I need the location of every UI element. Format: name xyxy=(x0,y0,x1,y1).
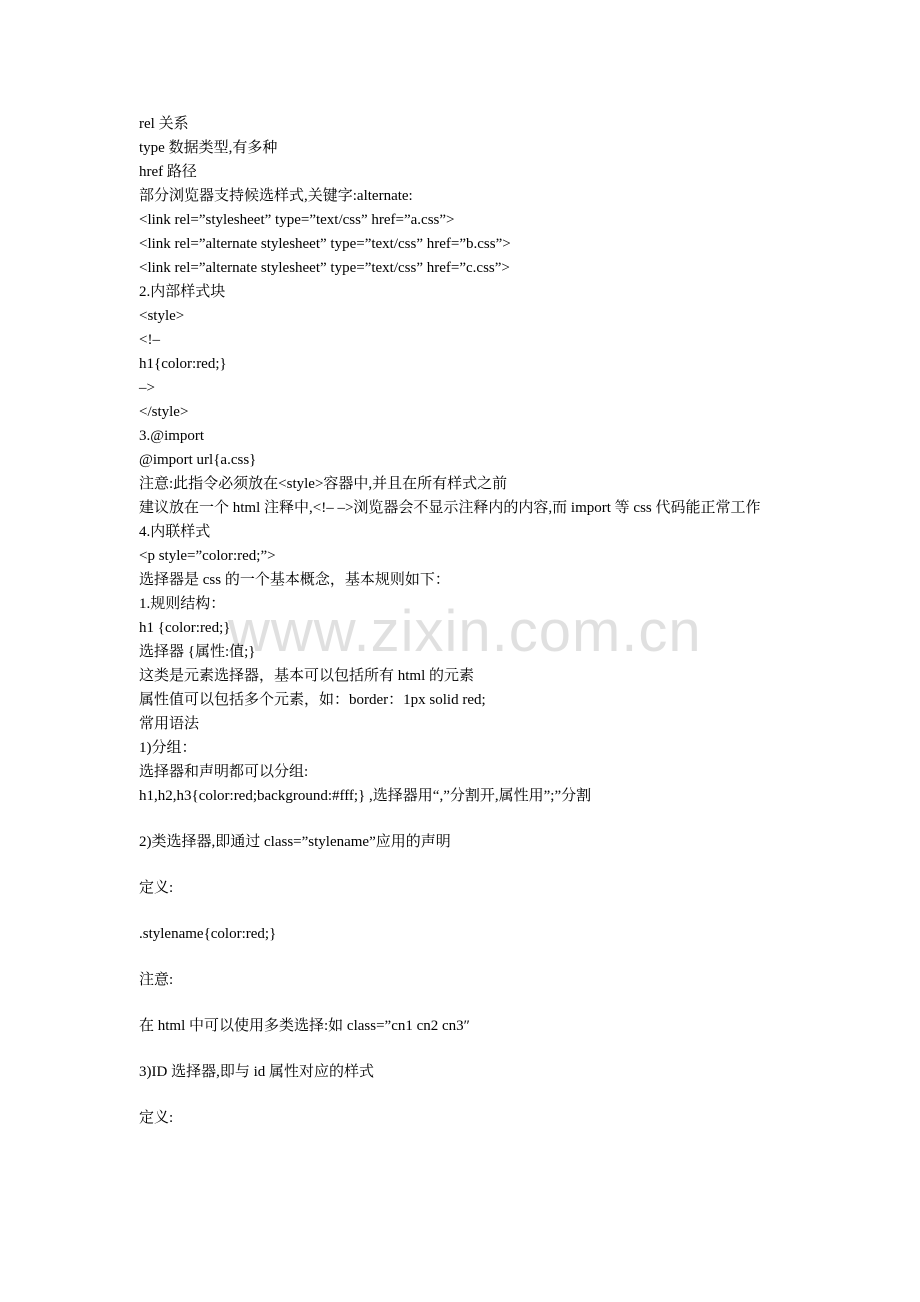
text-line: 定义: xyxy=(139,1110,174,1126)
text-line: 定义: xyxy=(139,880,174,896)
paragraph-gap xyxy=(139,1038,789,1060)
text-line: 选择器 {属性:值;} xyxy=(139,644,256,660)
code-line: –> xyxy=(139,380,155,396)
paragraph-gap xyxy=(139,900,789,922)
text-line: 部分浏览器支持候选样式,关键字:alternate: xyxy=(139,188,413,204)
text-line: rel 关系 xyxy=(139,116,189,132)
code-line: <p style=”color:red;”> xyxy=(139,548,276,564)
code-line: .stylename{color:red;} xyxy=(139,926,277,942)
section-heading: 2.内部样式块 xyxy=(139,284,226,300)
document-body xyxy=(139,112,789,1130)
code-line: @import url{a.css} xyxy=(139,452,257,468)
text-line: 在 html 中可以使用多类选择:如 class=”cn1 cn2 cn3″ xyxy=(139,1018,470,1034)
code-line: <link rel=”alternate stylesheet” type=”text/css” href=”b.css”> xyxy=(139,236,511,252)
text-line: 这类是元素选择器，基本可以包括所有 html 的元素 xyxy=(139,668,475,684)
paragraph-gap xyxy=(139,854,789,876)
code-line: </style> xyxy=(139,404,189,420)
code-line: h1{color:red;} xyxy=(139,356,227,372)
code-line: <!– xyxy=(139,332,160,348)
text-line: href 路径 xyxy=(139,164,197,180)
section-heading: 1.规则结构： xyxy=(139,596,226,612)
section-heading: 3.@import xyxy=(139,428,205,444)
section-heading: 4.内联样式 xyxy=(139,524,211,540)
text-line: 常用语法 xyxy=(139,716,200,732)
text-line: 选择器和声明都可以分组: xyxy=(139,764,309,780)
code-line: h1 {color:red;} xyxy=(139,620,231,636)
paragraph-gap xyxy=(139,1084,789,1106)
text-line: 属性值可以包括多个元素，如：border：1px solid red; xyxy=(139,692,486,708)
section-heading: 2)类选择器,即通过 class=”stylename”应用的声明 xyxy=(139,834,451,850)
section-heading: 1)分组： xyxy=(139,740,197,756)
code-line: <link rel=”stylesheet” type=”text/css” href=”a.css”> xyxy=(139,212,455,228)
text-line: 注意: xyxy=(139,972,174,988)
text-paragraph: 建议放在一个 html 注释中,<!– –>浏览器会不显示注释内的内容,而 import 等 css 代码能正常工作 xyxy=(139,500,761,516)
section-heading: 3)ID 选择器,即与 id 属性对应的样式 xyxy=(139,1064,374,1080)
code-line: <style> xyxy=(139,308,185,324)
text-line: type 数据类型,有多种 xyxy=(139,140,278,156)
paragraph-gap xyxy=(139,946,789,968)
code-line: h1,h2,h3{color:red;background:#fff;} ,选择器用“,”分割开,属性用”;”分割 xyxy=(139,788,592,804)
text-line: 注意:此指令必须放在<style>容器中,并且在所有样式之前 xyxy=(139,476,508,492)
text-line: 选择器是 css 的一个基本概念，基本规则如下： xyxy=(139,572,450,588)
paragraph-gap xyxy=(139,992,789,1014)
watermark: www.zixin.com.cn xyxy=(228,599,702,664)
code-line: <link rel=”alternate stylesheet” type=”text/css” href=”c.css”> xyxy=(139,260,510,276)
paragraph-gap xyxy=(139,808,789,830)
